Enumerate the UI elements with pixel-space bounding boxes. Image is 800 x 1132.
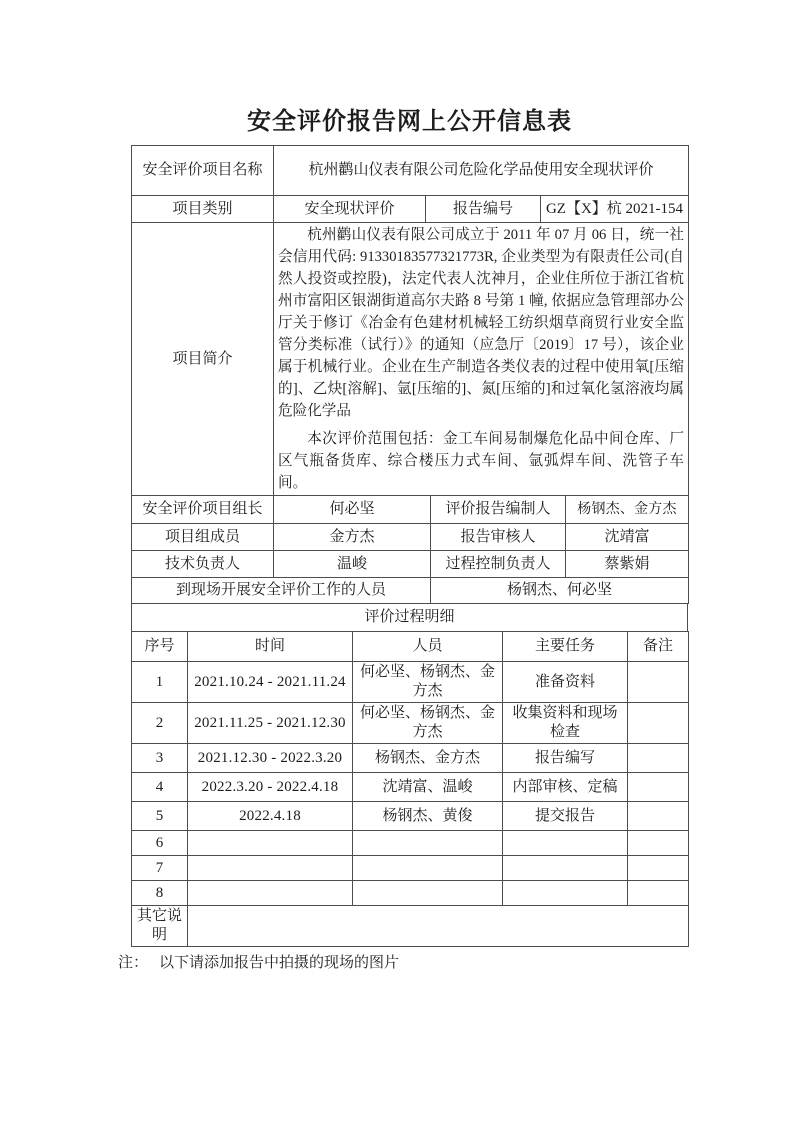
row-task: 准备资料 xyxy=(503,662,628,703)
table-row xyxy=(132,703,689,744)
table-row xyxy=(132,881,689,906)
report-no-label: 报告编号 xyxy=(426,196,541,223)
row-time: 2021.10.24 - 2021.11.24 xyxy=(188,662,353,703)
row-task: 报告编写 xyxy=(503,744,628,773)
footer-note-text: 以下请添加报告中拍摄的现场的图片 xyxy=(159,955,400,971)
row-seq: 7 xyxy=(132,856,188,881)
row-time: 2021.12.30 - 2022.3.20 xyxy=(188,744,353,773)
row-seq: 5 xyxy=(132,802,188,831)
process-section-title: 评价过程明细 xyxy=(132,604,688,632)
row-people xyxy=(353,856,503,881)
table-row xyxy=(132,146,689,196)
report-no-value: GZ【X】杭 2021-154 xyxy=(541,196,689,223)
table-row xyxy=(132,524,689,551)
tech-lead-label: 技术负责人 xyxy=(132,551,274,578)
table-row xyxy=(132,223,689,496)
team-leader-value: 何必坚 xyxy=(274,496,431,524)
project-name-label: 安全评价项目名称 xyxy=(132,146,274,196)
footer-note xyxy=(118,954,800,973)
table-row xyxy=(132,773,689,802)
row-seq: 6 xyxy=(132,831,188,856)
table-row xyxy=(132,906,689,947)
row-task: 内部审核、定稿 xyxy=(503,773,628,802)
row-task: 提交报告 xyxy=(503,802,628,831)
other-notes-value xyxy=(188,906,689,947)
table-row xyxy=(132,831,689,856)
summary-paragraph-1: 杭州鹳山仪表有限公司成立于 2011 年 07 月 06 日，统一社会信用代码: 91330183577321773R, 企业类型为有限责任公司(自然人投资或控股)，法定代表人沈神月，企业住所位于浙江省杭州市富阳区银湖街道高尔夫路 8 号第 1 幢, 依据应急管理部办公厅关于修订《冶金有色建材机械轻工纺织烟草商贸行业安全监管分类标准（试行）》的通知（应急厅〔2019〕17 号），该企业属于机械行业。企业在生产制造各类仪表的过程中使用氧[压缩的]、乙炔[溶解]、氩[压缩的]、氮[压缩的]和过氧化氢溶液均属危险化学品 xyxy=(278,227,685,419)
table-row xyxy=(132,551,689,578)
col-header-seq: 序号 xyxy=(132,632,188,662)
row-note xyxy=(628,831,689,856)
site-staff-label: 到现场开展安全评价工作的人员 xyxy=(132,578,431,604)
row-note xyxy=(628,662,689,703)
row-task xyxy=(503,831,628,856)
row-task xyxy=(503,856,628,881)
table-row xyxy=(132,496,689,524)
row-people xyxy=(353,831,503,856)
site-staff-value: 杨钢杰、何必坚 xyxy=(431,578,689,604)
page-title: 安全评价报告网上公开信息表 xyxy=(247,109,572,135)
report-writer-label: 评价报告编制人 xyxy=(431,496,566,524)
project-name-value: 杭州鹳山仪表有限公司危险化学品使用安全现状评价 xyxy=(274,146,689,196)
row-time xyxy=(188,856,353,881)
category-value: 安全现状评价 xyxy=(274,196,426,223)
table-row xyxy=(132,802,689,831)
row-note xyxy=(628,773,689,802)
row-time: 2021.11.25 - 2021.12.30 xyxy=(188,703,353,744)
team-member-label: 项目组成员 xyxy=(132,524,274,551)
table-row xyxy=(132,744,689,773)
row-note xyxy=(628,744,689,773)
row-people: 沈靖富、温峻 xyxy=(353,773,503,802)
process-control-value: 蔡紫娟 xyxy=(566,551,689,578)
col-header-people: 人员 xyxy=(353,632,503,662)
row-seq: 2 xyxy=(132,703,188,744)
footer-note-label: 注： xyxy=(118,955,149,971)
team-member-value: 金方杰 xyxy=(274,524,431,551)
process-table xyxy=(131,631,689,947)
team-leader-label: 安全评价项目组长 xyxy=(132,496,274,524)
row-time xyxy=(188,881,353,906)
project-info-table xyxy=(131,145,689,496)
row-task xyxy=(503,881,628,906)
row-seq: 3 xyxy=(132,744,188,773)
col-header-task: 主要任务 xyxy=(503,632,628,662)
row-note xyxy=(628,881,689,906)
table-row xyxy=(132,578,689,604)
info-table-wrap xyxy=(131,145,688,947)
summary-label: 项目简介 xyxy=(132,223,274,496)
row-seq: 1 xyxy=(132,662,188,703)
report-writer-value: 杨钢杰、金方杰 xyxy=(566,496,689,524)
row-time: 2022.4.18 xyxy=(188,802,353,831)
row-seq: 8 xyxy=(132,881,188,906)
row-people: 杨钢杰、金方杰 xyxy=(353,744,503,773)
row-time: 2022.3.20 - 2022.4.18 xyxy=(188,773,353,802)
summary-paragraph-2: 本次评价范围包括：金工车间易制爆危化品中间仓库、厂区气瓶备货库、综合楼压力式车间、氩弧焊车间、洗管子车间。 xyxy=(278,431,685,491)
report-reviewer-label: 报告审核人 xyxy=(431,524,566,551)
row-people: 何必坚、杨钢杰、金方杰 xyxy=(353,662,503,703)
team-table xyxy=(131,495,689,604)
row-people xyxy=(353,881,503,906)
row-seq: 4 xyxy=(132,773,188,802)
row-note xyxy=(628,856,689,881)
col-header-note: 备注 xyxy=(628,632,689,662)
table-row xyxy=(132,196,689,223)
tech-lead-value: 温峻 xyxy=(274,551,431,578)
col-header-time: 时间 xyxy=(188,632,353,662)
row-people: 杨钢杰、黄俊 xyxy=(353,802,503,831)
table-row xyxy=(132,604,688,632)
report-reviewer-value: 沈靖富 xyxy=(566,524,689,551)
table-row xyxy=(132,856,689,881)
summary-value xyxy=(274,223,689,496)
other-notes-label: 其它说明 xyxy=(132,906,188,947)
row-task: 收集资料和现场检查 xyxy=(503,703,628,744)
row-note xyxy=(628,802,689,831)
row-note xyxy=(628,703,689,744)
row-time xyxy=(188,831,353,856)
category-label: 项目类别 xyxy=(132,196,274,223)
process-title-table xyxy=(131,603,688,632)
table-header-row xyxy=(132,632,689,662)
row-people: 何必坚、杨钢杰、金方杰 xyxy=(353,703,503,744)
process-control-label: 过程控制负责人 xyxy=(431,551,566,578)
table-row xyxy=(132,662,689,703)
